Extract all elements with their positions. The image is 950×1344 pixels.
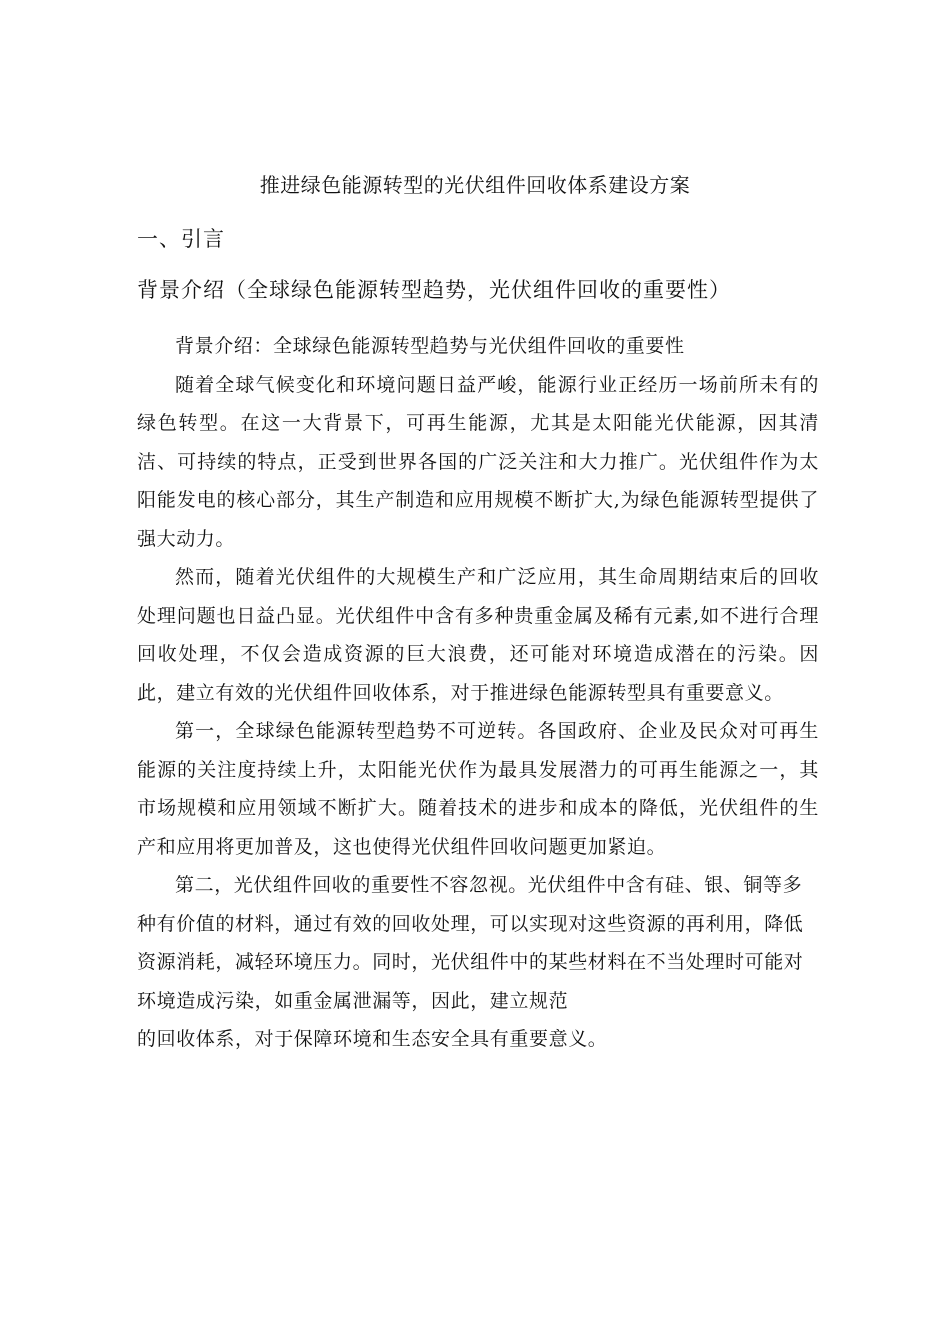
paragraph: 背景介绍：全球绿色能源转型趋势与光伏组件回收的重要性 [175, 335, 685, 357]
paragraph: 第一，全球绿色能源转型趋势不可逆转。各国政府、企业及民众对可再生能源的关注度持续上升，太阳能光伏作为最具发展潜力的可再生能源之一，其市场规模和应用领域不断扩大。随着技术的进步和成本的降低，光伏组件的生产和应用将更加普及，这也使得光伏组件回收问题更加紧迫。 [137, 720, 819, 858]
paragraph: 第二，光伏组件回收的重要性不容忽视。光伏组件中含有硅、银、铜等多种有价值的材料，通过有效的回收处理，可以实现对这些资源的再利用，降低资源消耗，减轻环境压力。同时，光伏组件中的某些材料在不当处理时可能对环境造成污染，如重金属泄漏等，因此，建立规范 [137, 874, 804, 1012]
paragraph: 然而，随着光伏组件的大规模生产和广泛应用，其生命周期结束后的回收处理问题也日益凸显。光伏组件中含有多种贵重金属及稀有元素,如不进行合理回收处理，不仅会造成资源的巨大浪费，还可能对环境造成潜在的污染。因此，建立有效的光伏组件回收体系，对于推进绿色能源转型具有重要意义。 [137, 566, 819, 704]
section-heading: 一、引言 [137, 227, 225, 251]
paragraph: 随着全球气候变化和环境问题日益严峻，能源行业正经历一场前所未有的绿色转型。在这一大背景下，可再生能源，尤其是太阳能光伏能源，因其清洁、可持续的特点，正受到世界各国的广泛关注和大力推广。光伏组件作为太阳能发电的核心部分，其生产制造和应用规模不断扩大,为绿色能源转型提供了强大动力。 [137, 373, 819, 550]
document-body [137, 327, 819, 1059]
paragraph-continuation: 的回收体系，对于保障环境和生态安全具有重要意义。 [137, 1028, 608, 1050]
subheading: 背景介绍（全球绿色能源转型趋势，光伏组件回收的重要性） [137, 278, 731, 302]
document-title: 推进绿色能源转型的光伏组件回收体系建设方案 [259, 173, 691, 197]
